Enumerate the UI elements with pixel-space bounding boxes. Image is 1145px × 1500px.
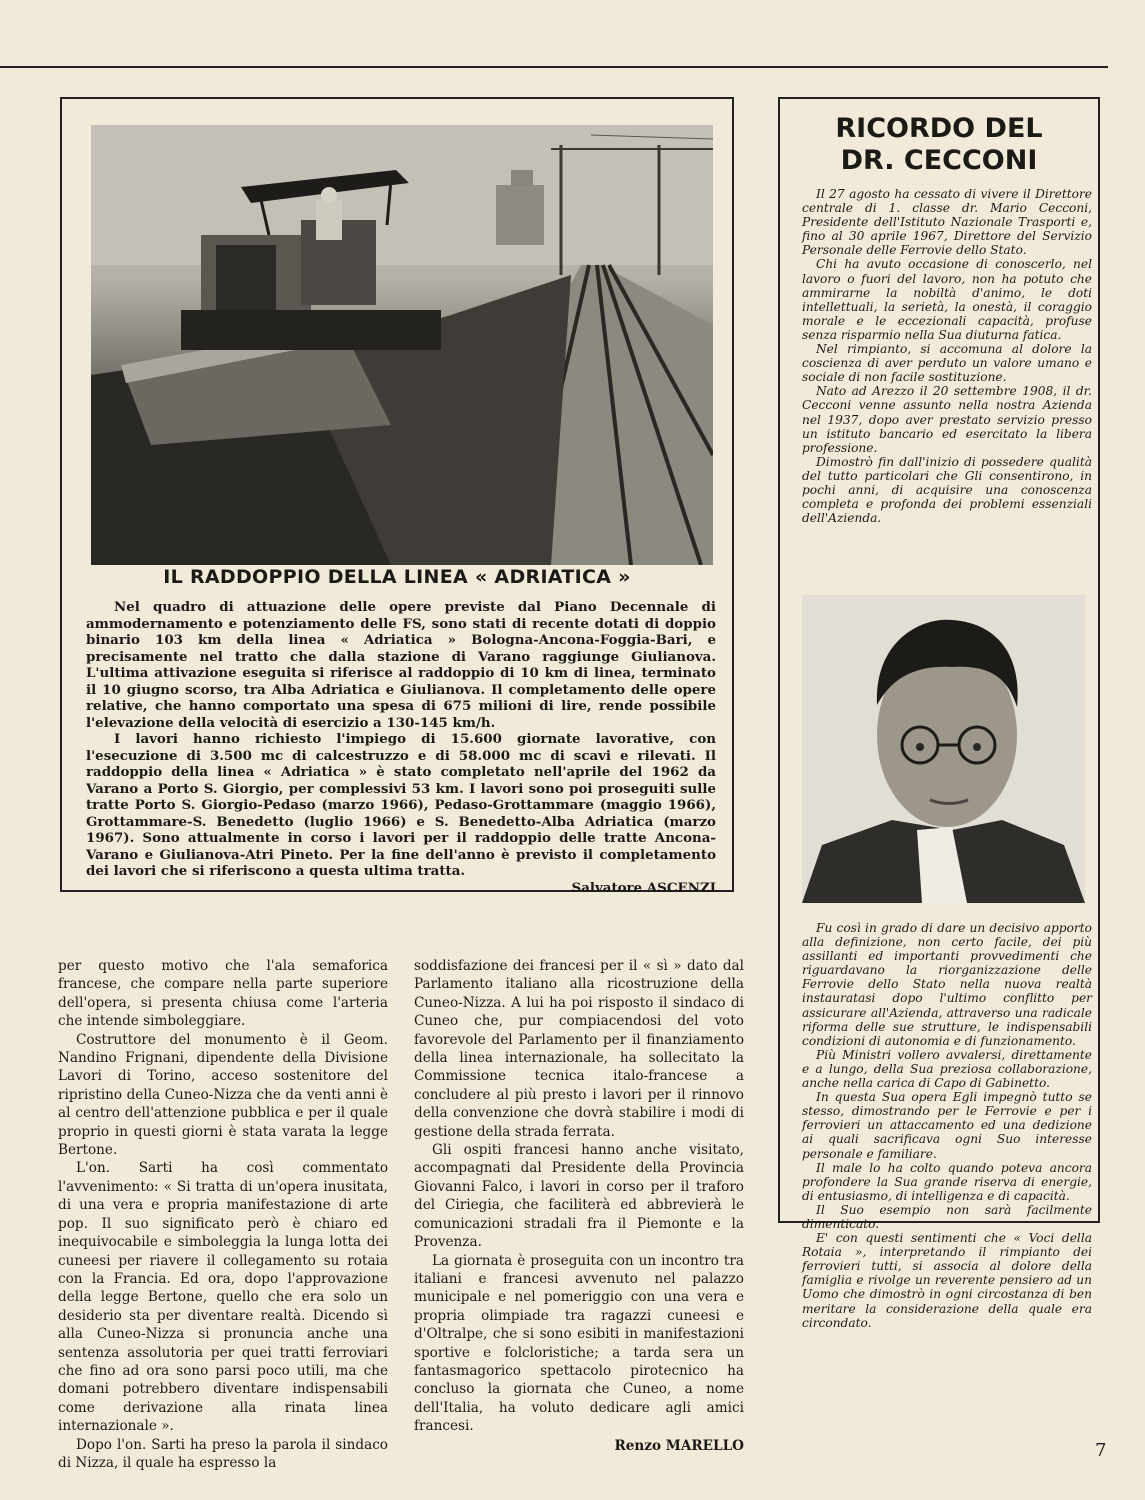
continuation-column-2 <box>414 957 744 1455</box>
tribute-paragraph: Il 27 agosto ha cessato di vivere il Direttore centrale di 1. classe dr. Mario Cecconi, Presidente dell'Istituto Nazionale Trasporti e, fino al 30 aprile 1967, Direttore del Servizio Personale delle Ferrovie dello Stato. <box>802 187 1092 258</box>
continuation-column-1 <box>58 957 388 1472</box>
tribute-box <box>778 97 1100 1330</box>
tribute-paragraph: In questa Sua opera Egli impegnò tutto se stesso, dimostrando per le Ferrovie e per i ferrovieri un attaccamento ed una dedizione ai quali sacrificava ogni Suo interesse personale e familiare. <box>802 1090 1092 1161</box>
tribute-paragraph: Fu così in grado di dare un decisivo apporto alla definizione, non certo facile, dei più assillanti ed importanti provvedimenti che riguardavano la riorganizzazione delle Ferrovie dello Stato nella nuova realtà instauratasi dopo l'ultimo conflitto per assicurare all'Azienda, attraverso una radicale riforma delle sue strutture, le indispensabili condizioni di autonomia e di funzionamento. <box>802 921 1092 1048</box>
tribute-paragraph: Più Ministri vollero avvalersi, direttamente e a lungo, della Sua preziosa collaborazione, anche nella carica di Capo di Gabinetto. <box>802 1047 1092 1091</box>
tribute-paragraph: Il male lo ha colto quando poteva ancora profondere la Sua grande riserva di energie, di entusiasmo, di intelligenza e di capacità. <box>802 1160 1092 1203</box>
column-paragraph: La giornata è proseguita con un incontro tra italiani e francesi avvenuto nel palazzo municipale e nel pomeriggio con una vera e propria olimpiade tra ragazzi cuneesi e d'Oltralpe, che si sono esibiti in manifestazioni sportive e folcloristiche; a tarda sera un fantasmagorico spettacolo pirotecnico ha concluso la giornata che Cuneo, a nome dell'Italia, ha voluto dedicare agli amici francesi. <box>414 1252 744 1435</box>
column-paragraph: L'on. Sarti ha così commentato l'avvenimento: « Si tratta di un'opera inusitata, di una vera e propria manifestazione di arte pop. Il suo significato però è chiaro ed inequivocabile e simboleggia la lunga lotta dei cuneesi per riavere il collegamento su rotaia con la Francia. Ed ora, dopo l'approvazione della legge Bertone, quello che era solo un desiderio sta per diventare realtà. Dicendo sì alla Cuneo-Nizza si pronuncia anche una sentenza assolutoria per quei tratti ferroviari che fino ad ora sono parsi poco utili, ma che domani potrebbero diventare indispensabili come derivazione alla rinata linea internazionale ». <box>58 1160 388 1435</box>
continuation-author: Renzo MARELLO <box>614 1437 744 1454</box>
tribute-title <box>780 113 1098 177</box>
photo-illustration <box>91 125 713 565</box>
tribute-paragraph: E' con questi sentimenti che « Voci della Rotaia », interpretando il rimpianto dei ferrovieri tutti, si associa al dolore della famiglia e rivolge un reverente pensiero ad un Uomo che dimostrò in ogni circostanza di ben meritare la considerazione della quale era circondato. <box>802 1231 1092 1330</box>
tribute-paragraph: Chi ha avuto occasione di conoscerlo, nel lavoro o fuori del lavoro, non ha potuto che ammirarne la nobiltà d'animo, le doti intellettuali, la serietà, la onestà, il coraggio morale e le eccezionali capacità, profuse senza risparmio nella Sua diuturna fatica. <box>802 257 1092 342</box>
column-paragraph: per questo motivo che l'ala semaforica francese, che compare nella parte superiore dell'opera, si presenta chiusa come l'arteria che intende simboleggiare. <box>58 958 388 1030</box>
tribute-text-bottom <box>802 921 1092 1330</box>
tribute-paragraph: Il Suo esempio non sarà facilmente dimenticato. <box>802 1202 1092 1231</box>
column-paragraph: Gli ospiti francesi hanno anche visitato, accompagnati dal Presidente della Provincia Giovanni Falco, i lavori in corso per il traforo del Ciriegia, che faciliterà ed abbrevierà le comunicazioni stradali fra il Piemonte e la Provenza. <box>414 1142 744 1251</box>
bulldozer-railway-photo <box>91 125 713 565</box>
tribute-paragraph: Nato ad Arezzo il 20 settembre 1908, il dr. Cecconi venne assunto nella nostra Azienda nel 1937, dopo aver prestato servizio presso un istituto bancario ed esercitato la libera professione. <box>802 384 1092 455</box>
main-article-paragraph: Nel quadro di attuazione delle opere previste dal Piano Decennale di ammodernamento e potenziamento delle FS, sono stati di recente dotati di doppio binario 103 km della linea « Adriatica » Bologna-Ancona-Foggia-Bari, e precisamente nel tratto che dalla stazione di Varano raggiunge Giulianova. L'ultima attivazione eseguita si riferisce al raddoppio di 10 km di linea, terminato il 10 giugno scorso, tra Alba Adriatica e Giulianova. Il completamento delle opere relative, che hanno comportato una spesa di 675 milioni di lire, rende possibile l'elevazione della velocità di esercizio a 130-145 km/h. <box>86 599 716 731</box>
tribute-paragraph: Dimostrò fin dall'inizio di possedere qualità del tutto particolari che Gli consentirono, in pochi anni, di acquisire una conoscenza completa e profonda dei problemi essenziali dell'Azienda. <box>802 454 1092 526</box>
portrait-illustration <box>802 595 1085 903</box>
column-paragraph: Dopo l'on. Sarti ha preso la parola il sindaco di Nizza, il quale ha espresso la <box>58 1436 388 1471</box>
cecconi-portrait <box>802 595 1085 903</box>
main-article-paragraph: I lavori hanno richiesto l'impiego di 15.600 giornate lavorative, con l'esecuzione di 3.500 mc di calcestruzzo e di 58.000 mc di scavi e rilevati. Il raddoppio della linea « Adriatica » è stato completato nell'aprile del 1962 da Varano a Porto S. Giorgio, per complessivi 53 km. I lavori sono poi proseguiti sulle tratte Porto S. Giorgio-Pedaso (marzo 1966), Pedaso-Grottammare (maggio 1966), Grottammare-S. Benedetto (luglio 1966) e S. Benedetto-Alba Adriatica (marzo 1967). Sono attualmente in corso i lavori per il raddoppio delle tratte Ancona-Varano e Giulianova-Atri Pineto. Per la fine dell'anno è previsto il completamento dei lavori che si riferiscono a questa ultima tratta. <box>86 731 716 879</box>
tribute-text-top <box>802 187 1092 525</box>
main-article-author: Salvatore ASCENZI <box>571 879 716 896</box>
page-number: 7 <box>1095 1440 1107 1461</box>
tribute-title-line2: DR. CECCONI <box>840 145 1038 176</box>
main-article-box <box>60 97 734 896</box>
tribute-paragraph: Nel rimpianto, si accomuna al dolore la coscienza di aver perduto un valore umano e sociale di non facile sostituzione. <box>802 342 1092 385</box>
main-article-body <box>86 599 716 896</box>
column-paragraph: Costruttore del monumento è il Geom. Nandino Frignani, dipendente della Divisione Lavori di Torino, acceso sostenitore del ripristino della Cuneo-Nizza che da venti anni è al centro dell'attenzione pubblica e per il quale proprio in questi giorni è stata varata la legge Bertone. <box>58 1031 388 1159</box>
column-paragraph: soddisfazione dei francesi per il « sì » dato dal Parlamento italiano alla ricostruzione della Cuneo-Nizza. A lui ha poi risposto il sindaco di Cuneo che, pur compiacendosi del voto favorevole del Parlamento per il finanziamento della linea internazionale, ha sollecitato la Commissione tecnica italo-francese a concludere al più presto i lavori per il rinnovo della convenzione che dovrà stabilire i modi di gestione della strada ferrata. <box>414 958 744 1140</box>
tribute-title-line1: RICORDO DEL <box>835 113 1043 144</box>
main-article-title: IL RADDOPPIO DELLA LINEA « ADRIATICA » <box>163 566 631 588</box>
header-rule <box>0 66 1108 68</box>
